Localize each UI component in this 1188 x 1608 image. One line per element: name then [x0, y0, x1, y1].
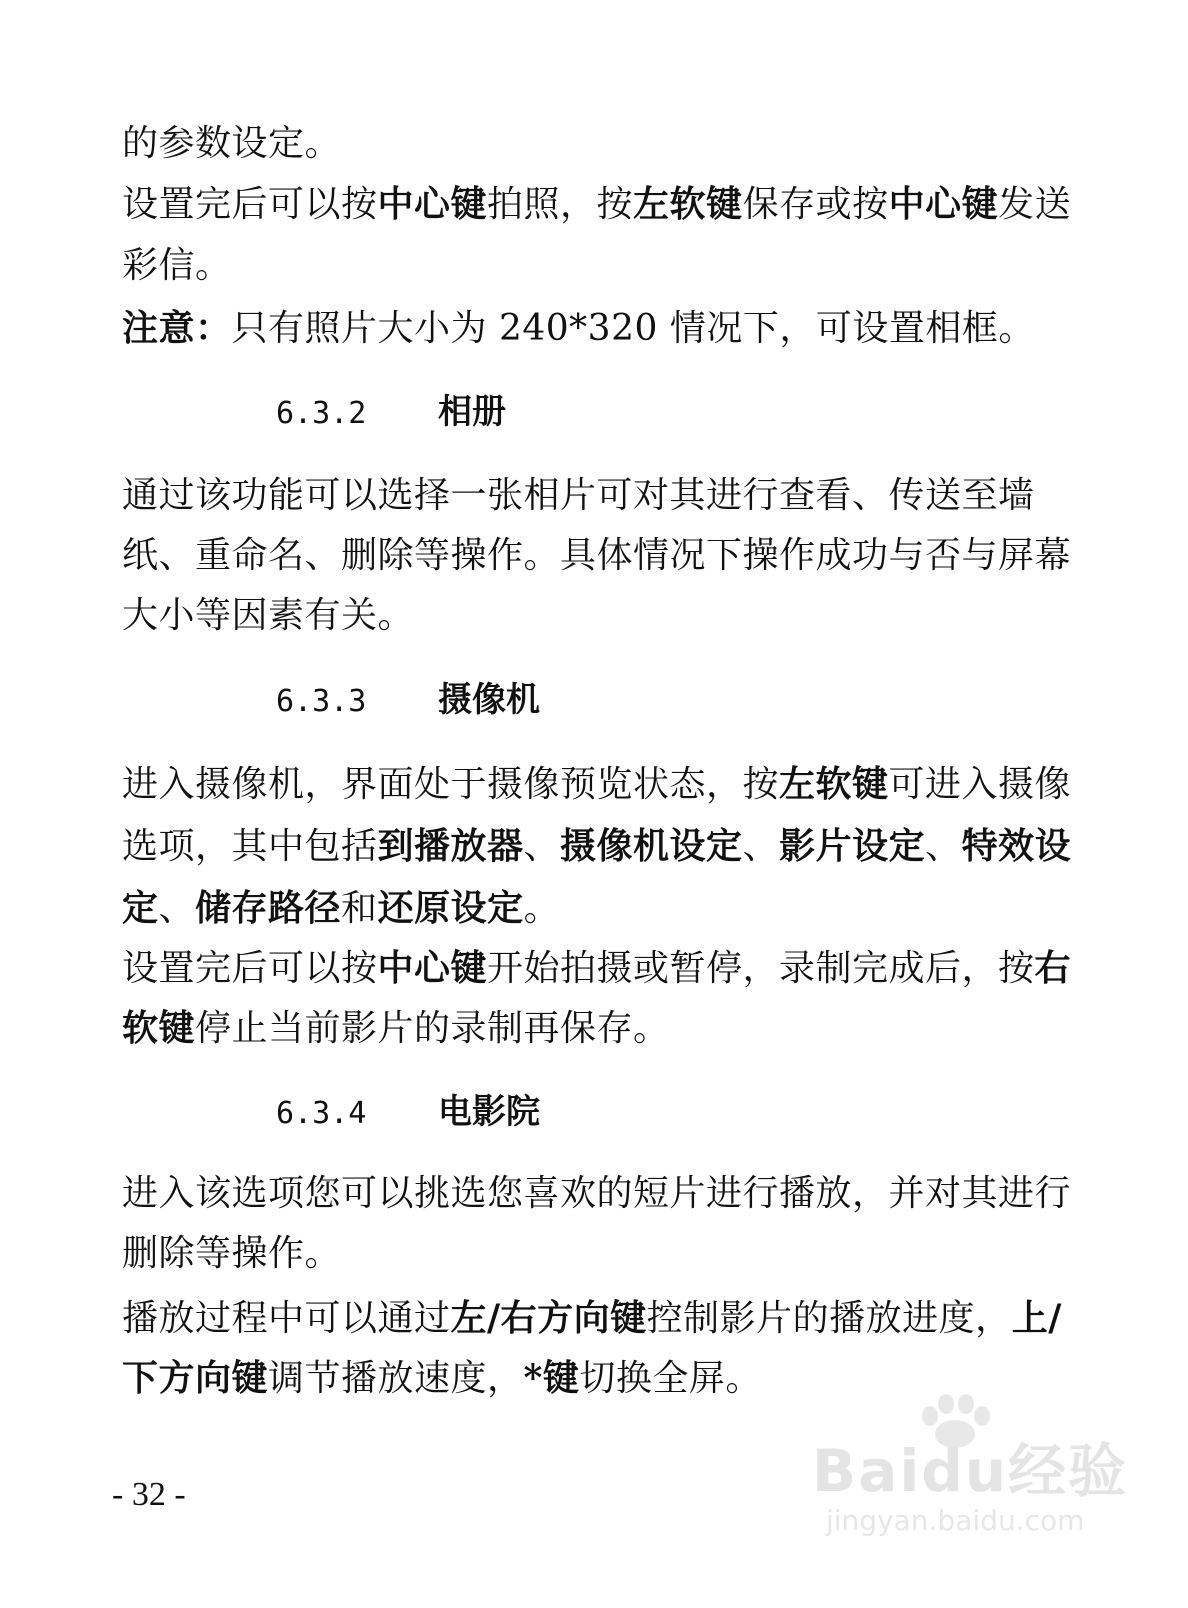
emphasized-text: 下方向键 [122, 1357, 269, 1399]
body-text: 、 [925, 826, 962, 867]
emphasized-text: 中心键 [377, 183, 488, 225]
emphasized-text: 右 [1034, 947, 1072, 989]
body-text: 进入该选项您可以挑选您喜欢的短片进行播放，并对其进行 [122, 1173, 1072, 1214]
body-text: 选项，其中包括 [122, 826, 378, 867]
emphasized-text: 还原设定 [377, 887, 524, 929]
emphasized-text: 影片设定 [779, 825, 926, 867]
body-text: 停止当前影片的录制再保存。 [195, 1008, 670, 1049]
body-text: 控制影片的播放进度， [646, 1298, 1012, 1339]
body-text: 调节播放速度， [268, 1358, 524, 1399]
body-text: 、 [742, 826, 780, 867]
body-text: 播放过程中可以通过 [122, 1298, 451, 1339]
page-number: - 32 - [112, 1476, 186, 1513]
section-heading [276, 678, 540, 724]
emphasized-text: 到播放器 [377, 825, 524, 867]
text-line [122, 1006, 1032, 1051]
body-text: 保存或按 [742, 184, 889, 225]
section-number: 6.3.2 [276, 396, 367, 431]
emphasized-text: 定 [122, 887, 159, 929]
section-heading [276, 390, 506, 436]
body-text: 彩信。 [122, 245, 232, 286]
body-text: 删除等操作。 [122, 1233, 342, 1274]
emphasized-text: 左软键 [779, 763, 889, 805]
emphasized-text: 上/ [1011, 1297, 1062, 1339]
body-text: 大小等因素有关。 [122, 595, 415, 636]
text-line [122, 1232, 1032, 1276]
text-line [122, 474, 1035, 518]
text-line [122, 824, 1072, 869]
section-title: 电影院 [438, 1092, 540, 1132]
emphasized-text: 中心键 [377, 947, 488, 989]
text-line [122, 1172, 1072, 1216]
section-heading [276, 1090, 540, 1136]
emphasized-text: 储存路径 [195, 887, 342, 929]
body-text: 。 [523, 888, 561, 929]
text-line [122, 122, 1032, 166]
text-line [122, 886, 1032, 931]
emphasized-text: *键 [523, 1357, 580, 1399]
emphasized-text: 软键 [122, 1007, 196, 1049]
body-text: 开始拍摄或暂停，录制完成后，按 [487, 948, 1035, 989]
text-line [122, 182, 1072, 227]
body-text: 设置完后可以按 [122, 184, 378, 225]
body-text: 通过该功能可以选择一张相片可对其进行查看、传送至墙 [122, 475, 1035, 516]
text-line [122, 594, 1032, 638]
body-text: 的参数设定。 [122, 123, 342, 164]
text-line [122, 1296, 1062, 1341]
emphasized-text: 特效设 [961, 825, 1072, 867]
body-text: 可进入摄像 [888, 764, 1072, 805]
body-text: 切换全屏。 [579, 1358, 762, 1399]
body-text: 设置完后可以按 [122, 948, 378, 989]
emphasized-text: 左/右方向键 [450, 1297, 647, 1339]
text-line [122, 534, 1072, 578]
body-text: 拍照，按 [487, 184, 634, 225]
body-text: 和 [341, 888, 378, 929]
text-line [122, 946, 1072, 991]
body-text: 进入摄像机，界面处于摄像预览状态，按 [122, 764, 780, 805]
text-line [122, 306, 1035, 351]
baidu-watermark [812, 1394, 1129, 1554]
body-text: 、 [523, 826, 561, 867]
emphasized-text: 注意： [122, 307, 232, 349]
emphasized-text: 左软键 [633, 183, 743, 225]
emphasized-text: 中心键 [888, 183, 999, 225]
body-text: 纸、重命名、删除等操作。具体情况下操作成功与否与屏幕 [122, 535, 1072, 576]
text-line [122, 244, 1032, 288]
body-text: 、 [158, 888, 196, 929]
emphasized-text: 摄像机设定 [560, 825, 743, 867]
watermark-logo-text: Baidu经验 [812, 1437, 1129, 1505]
section-number: 6.3.3 [276, 684, 367, 719]
section-title: 摄像机 [438, 680, 540, 720]
section-number: 6.3.4 [276, 1096, 367, 1131]
section-title: 相册 [438, 392, 506, 432]
body-text: 只有照片大小为 240*320 情况下，可设置相框。 [231, 308, 1035, 349]
body-text: 发送 [998, 184, 1072, 225]
text-line [122, 762, 1072, 807]
watermark-url: jingyan.baidu.com [826, 1504, 1085, 1537]
